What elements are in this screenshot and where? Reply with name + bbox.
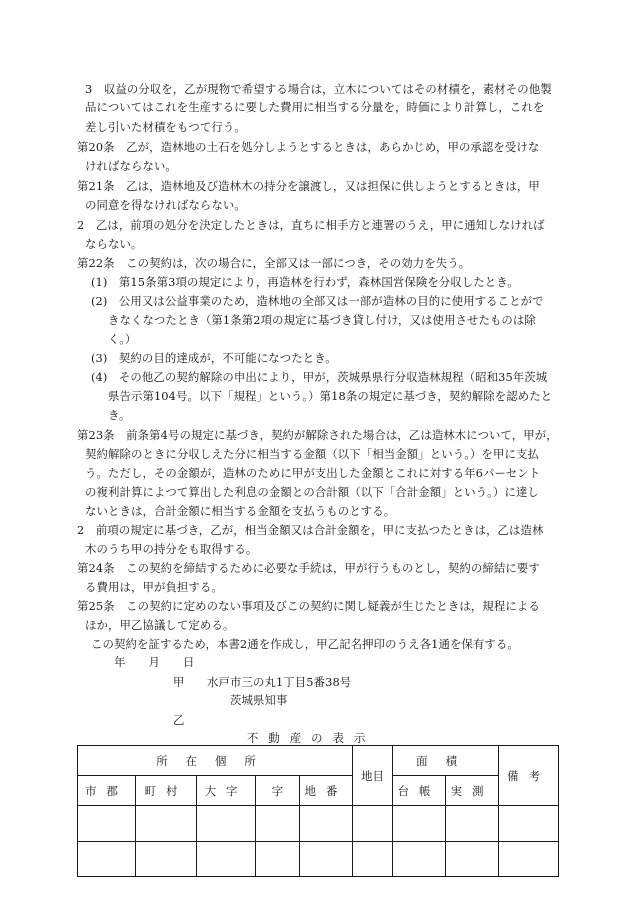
header-land-type: 地目 [353,746,393,806]
article-22-line-1: 第22条 この契約は，次の場合に，全部又は一部につき，その効力を失う。 [77,256,471,270]
article-24-line-2: る費用は，甲が負担する。 [85,580,223,594]
header-location: 所在個所 [78,746,353,776]
article-20-line-1: 第20条 乙が，造林地の土石を処分しようとするときは，あらかじめ，甲の承認を受けな [77,140,540,154]
article-25-line-1: 第25条 この契約に定めのない事項及びこの契約に関し疑義が生じたときは，規程による [77,599,540,613]
article-22-item-4-line-3: き。 [108,408,131,422]
article-23-line-4: の複利計算によつて算出した利息の金額との合計額（以下「合計金額」という。）に達し [85,485,539,499]
article-25-line-2: ほか，甲乙協議して定める。 [85,618,235,632]
table-row [78,841,559,876]
signature-date: 年 月 日 [114,655,195,669]
table-cell [353,806,393,841]
table-cell [393,806,446,841]
article-23-line-3: う。ただし，その金額が，造林のために甲が支出した金額とこれに対する年6パーセント [85,466,541,480]
table-caption: 不動産の表示 [247,731,376,745]
party-a-label: 甲 [173,675,185,689]
table-cell [136,841,197,876]
article-22-item-4-line-1: (4) その他乙の契約解除の申出により，甲が，茨城県県行分収造林規程（昭和35年茨城 [91,370,548,384]
party-a-title: 茨城県知事 [230,693,288,707]
property-table [77,745,559,877]
party-b-label: 乙 [173,713,185,727]
article-24-line-1: 第24条 この契約を締結するために必要な手続は，甲が行うものとし，契約の締結に要す [77,561,540,575]
table-cell [256,806,300,841]
subheader-aza: 字 [256,776,300,806]
article-21-line-2: の同意を得なければならない。 [85,198,246,212]
article-23-line-5: ないときは，合計金額に相当する金額を支払うものとする。 [85,504,396,518]
article-20-line-2: ければならない。 [85,159,177,173]
clause-19-item-3-line-2: 品についてはこれを生産するに要した費用に相当する分量を，時価により計算し，これを [85,100,545,114]
article-22-item-4-line-2: 県告示第104号。以下「規程」という。）第18条の規定に基づき，契約解除を認めたと [108,389,553,403]
subheader-register: 台帳 [393,776,446,806]
article-22-item-3: (3) 契約の目的達成が，不可能になつたとき。 [91,351,337,365]
table-cell [393,841,446,876]
header-area: 面積 [393,746,499,776]
article-23-line-2: 契約解除のときに分収しえた分に相当する金額（以下「相当金額」という。）を甲に支払 [85,447,539,461]
clause-19-item-3-line-3: 差し引いた材積をもつて行う。 [85,120,246,134]
subheader-town: 町村 [136,776,197,806]
clause-19-item-3-line-1: 3 収益の分収を，乙が現物で希望する場合は，立木についてはその材積を，素材その他製 [85,82,552,96]
table-cell [446,806,499,841]
table-cell [256,841,300,876]
closing-statement: この契約を証するため，本書2通を作成し，甲乙記名押印のうえ各1通を保有する。 [91,637,519,651]
table-row [78,806,559,841]
article-22-item-1: (1) 第15条第3項の規定により，再造林を行わず，森林国営保険を分収したとき。 [91,275,519,289]
article-23-item-2-line-2: 木のうち甲の持分をも取得する。 [85,542,258,556]
table-cell [499,806,559,841]
article-21-line-1: 第21条 乙は，造林地及び造林木の持分を譲渡し，又は担保に供しようとするときは，甲 [77,179,540,193]
subheader-measured: 実測 [446,776,499,806]
subheader-lot-number: 地番 [300,776,353,806]
table-cell [136,806,197,841]
article-23-line-1: 第23条 前条第4号の規定に基づき，契約が解除された場合は，乙は造林木について，甲が， [77,428,558,442]
article-22-item-2-line-1: (2) 公用又は公益事業のため，造林地の全部又は一部が造林の目的に使用することがで [91,294,544,308]
subheader-oaza: 大字 [197,776,256,806]
table-cell [300,806,353,841]
article-23-item-2-line-1: 2 前項の規定に基づき，乙が，相当金額又は合計金額を，甲に支払つたときは，乙は造林 [77,523,544,537]
table-cell [78,806,136,841]
article-22-item-2-line-2: きなくなつたとき（第1条第2項の規定に基づき貸し付け，又は使用させたものは除 [108,313,536,327]
table-cell [78,841,136,876]
table-cell [197,841,256,876]
table-cell [446,841,499,876]
article-21-item-2-line-1: 2 乙は，前項の処分を決定したときは，直ちに相手方と連署のうえ，甲に通知しなければ [77,218,545,232]
table-cell [499,841,559,876]
table-cell [353,841,393,876]
table-cell [197,806,256,841]
table-cell [300,841,353,876]
article-21-item-2-line-2: ならない。 [85,237,143,251]
article-22-item-2-line-3: く。） [108,332,137,346]
header-remarks: 備考 [499,746,559,806]
subheader-city: 市郡 [78,776,136,806]
party-a-address: 水戸市三の丸1丁目5番38号 [207,675,352,689]
